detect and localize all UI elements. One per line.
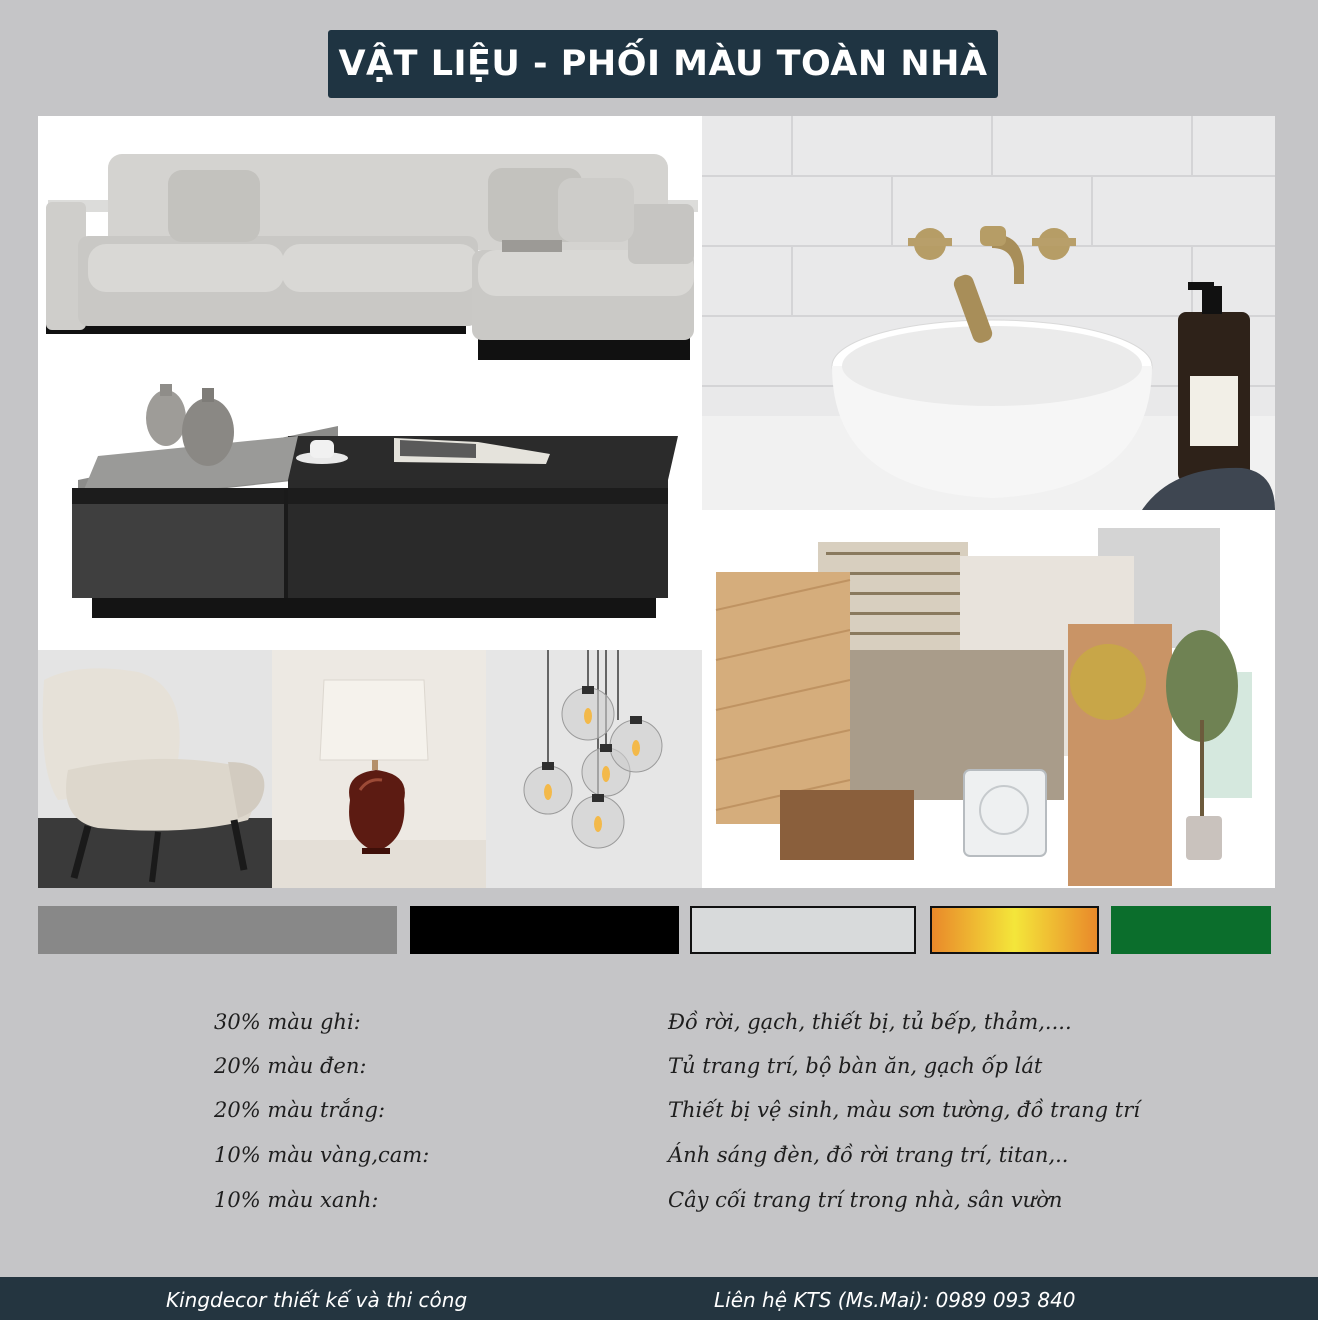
footer-company: Kingdecor thiết kế và thi công xyxy=(166,1288,468,1312)
moodboard xyxy=(38,116,1275,888)
legend-ratio: 10% màu xanh: xyxy=(214,1188,379,1212)
basin-image xyxy=(702,116,1275,510)
material-samples-image xyxy=(702,510,1275,888)
sofa-image xyxy=(38,116,702,384)
swatch-green xyxy=(1111,906,1271,954)
legend-usage: Ánh sáng đèn, đồ rời trang trí, titan,.. xyxy=(668,1143,1069,1167)
footer-contact: Liên hệ KTS (Ms.Mai): 0989 093 840 xyxy=(714,1288,1076,1312)
swatch-gray xyxy=(38,906,397,954)
legend-usage: Đồ rời, gạch, thiết bị, tủ bếp, thảm,.... xyxy=(668,1010,1072,1034)
legend-usage: Tủ trang trí, bộ bàn ăn, gạch ốp lát xyxy=(668,1054,1043,1078)
swatch-yellow-orange xyxy=(930,906,1099,954)
legend-ratio: 20% màu trắng: xyxy=(214,1098,386,1122)
legend-ratio: 20% màu đen: xyxy=(214,1054,367,1078)
swatch-white xyxy=(690,906,916,954)
pendant-lights-image xyxy=(486,650,702,888)
coffee-table-image xyxy=(38,384,702,650)
legend-usage: Cây cối trang trí trong nhà, sân vườn xyxy=(668,1188,1063,1212)
legend-usage: Thiết bị vệ sinh, màu sơn tường, đồ trang trí xyxy=(668,1098,1140,1122)
legend-ratio: 30% màu ghi: xyxy=(214,1010,361,1034)
legend-ratio: 10% màu vàng,cam: xyxy=(214,1143,430,1167)
page-title: VẬT LIỆU - PHỐI MÀU TOÀN NHÀ xyxy=(328,30,998,98)
footer-bar xyxy=(0,1277,1318,1320)
swatch-black xyxy=(410,906,679,954)
table-lamp-image xyxy=(272,650,486,888)
armchair-image xyxy=(38,650,272,888)
